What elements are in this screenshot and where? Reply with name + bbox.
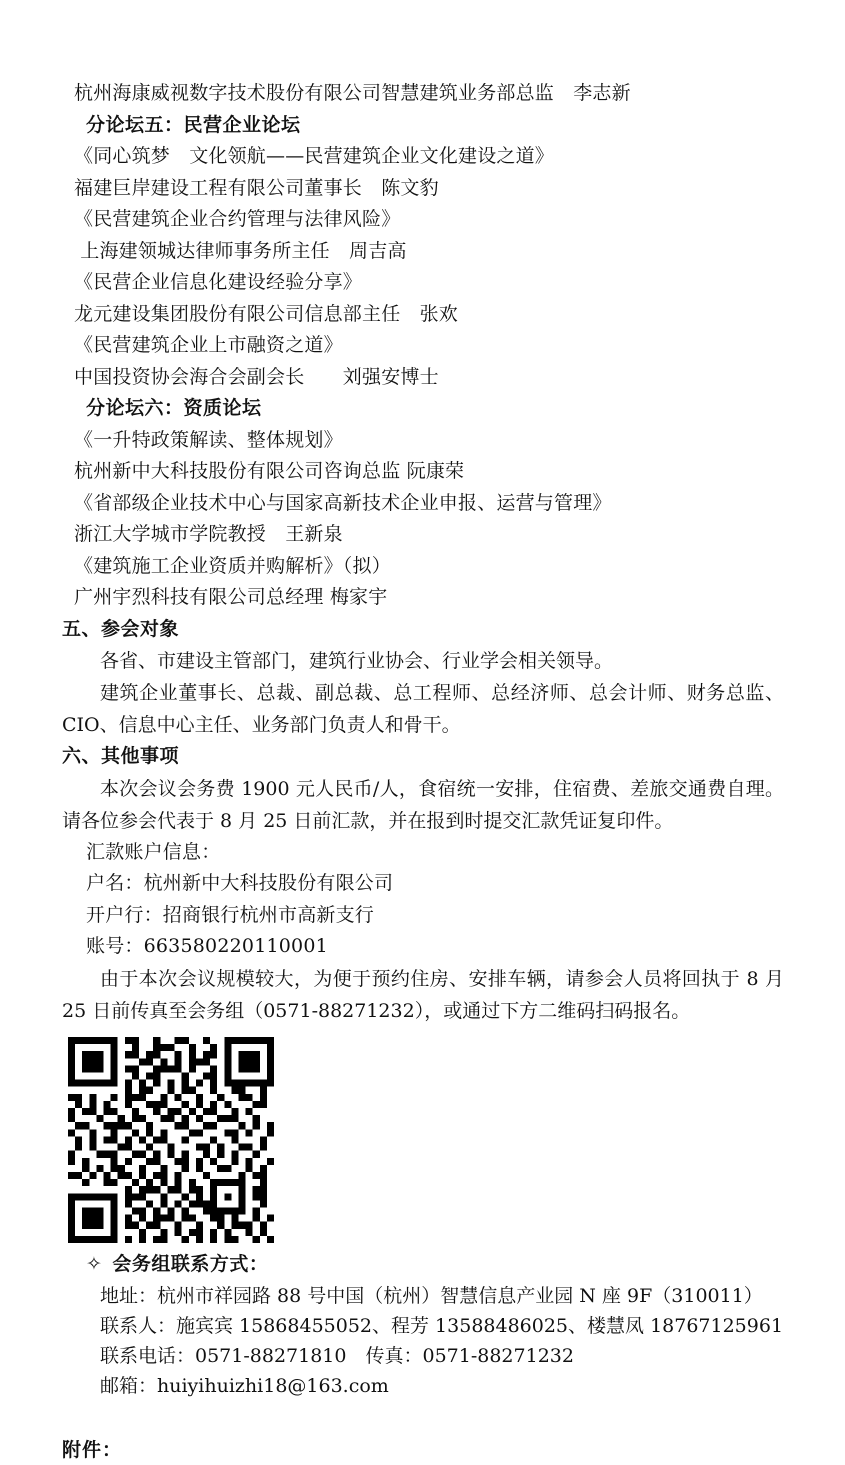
sub-forum-heading-six: 分论坛六：资质论坛: [86, 397, 262, 419]
contact-email-line: 邮箱：huiyihuizhi18@163.com: [100, 1374, 389, 1397]
bank-branch-line: 开户行：招商银行杭州市高新支行: [86, 903, 375, 926]
contact-person-line: 联系人：施宾宾 15868455052、程芳 13588486025、楼慧凤 18767125961: [100, 1314, 784, 1337]
speaker-line: 福建巨岸建设工程有限公司董事长 陈文豹: [74, 176, 439, 199]
speaker-line: 上海建领城达律师事务所主任 周吉高: [74, 239, 407, 262]
session-title: 《一升特政策解读、整体规划》: [74, 428, 343, 451]
document-body: [62, 78, 784, 1465]
account-name-line: 户名：杭州新中大科技股份有限公司: [86, 872, 394, 894]
attachment-label: 附件：: [62, 1438, 123, 1461]
qr-code-container: [68, 1037, 784, 1247]
contact-section-title: [62, 1247, 784, 1281]
contact-phone-line: 联系电话：0571-88271810 传真：0571-88271232: [100, 1344, 574, 1367]
session-title: 《建筑施工企业资质并购解析》（拟）: [74, 554, 391, 577]
remittance-info-label: 汇款账户信息：: [86, 840, 221, 863]
session-title: 《民营建筑企业合约管理与法律风险》: [74, 208, 401, 230]
fee-paragraph: 本次会议会务费 1900 元人民币/人，食宿统一安排，住宿费、差旅交通费自理。请各位参会代表于 8 月 25 日前汇款，并在报到时提交汇款凭证复印件。: [62, 777, 784, 832]
speaker-line: 杭州海康威视数字技术股份有限公司智慧建筑业务部总监 李志新: [74, 82, 631, 104]
attendees-paragraph-2: 建筑企业董事长、总裁、副总裁、总工程师、总经济师、总会计师、财务总监、CIO、信息中心主任、业务部门负责人和骨干。: [62, 682, 784, 736]
sub-forum-heading-five: 分论坛五：民营企业论坛: [86, 113, 301, 136]
speaker-line: 杭州新中大科技股份有限公司咨询总监 阮康荣: [74, 460, 465, 482]
account-number-line: 账号：663580220110001: [86, 935, 328, 957]
speaker-line: 浙江大学城市学院教授 王新泉: [74, 523, 343, 545]
spacer: [62, 1401, 784, 1435]
attendees-paragraph-1: 各省、市建设主管部门，建筑行业协会、行业学会相关领导。: [100, 650, 614, 672]
speaker-line: 中国投资协会海合会副会长 刘强安博士: [74, 365, 439, 388]
speaker-line: 广州宇烈科技有限公司总经理 梅家宇: [74, 586, 388, 608]
speaker-line: 龙元建设集团股份有限公司信息部主任 张欢: [74, 302, 459, 325]
contact-title-text: 会务组联系方式：: [112, 1252, 269, 1275]
contact-address-line: 地址：杭州市祥园路 88 号中国（杭州）智慧信息产业园 N 座 9F（310011）: [100, 1284, 763, 1307]
registration-qr-code-icon: [68, 1037, 274, 1243]
session-title: 《同心筑梦 文化领航——民营建筑企业文化建设之道》: [74, 145, 555, 167]
fax-registration-paragraph: 由于本次会议规模较大，为便于预约住房、安排车辆，请参会人员将回执于 8 月 25 日前传真至会务组（0571-88271232），或通过下方二维码扫码报名。: [62, 967, 784, 1022]
section-heading-six: 六、其他事项: [62, 745, 180, 767]
session-title: 《民营建筑企业上市融资之道》: [74, 334, 343, 356]
section-heading-five: 五、参会对象: [62, 617, 180, 640]
session-title: 《省部级企业技术中心与国家高新技术企业申报、运营与管理》: [74, 491, 612, 514]
diamond-bullet-icon: ✧: [86, 1252, 103, 1275]
session-title: 《民营企业信息化建设经验分享》: [74, 271, 363, 293]
